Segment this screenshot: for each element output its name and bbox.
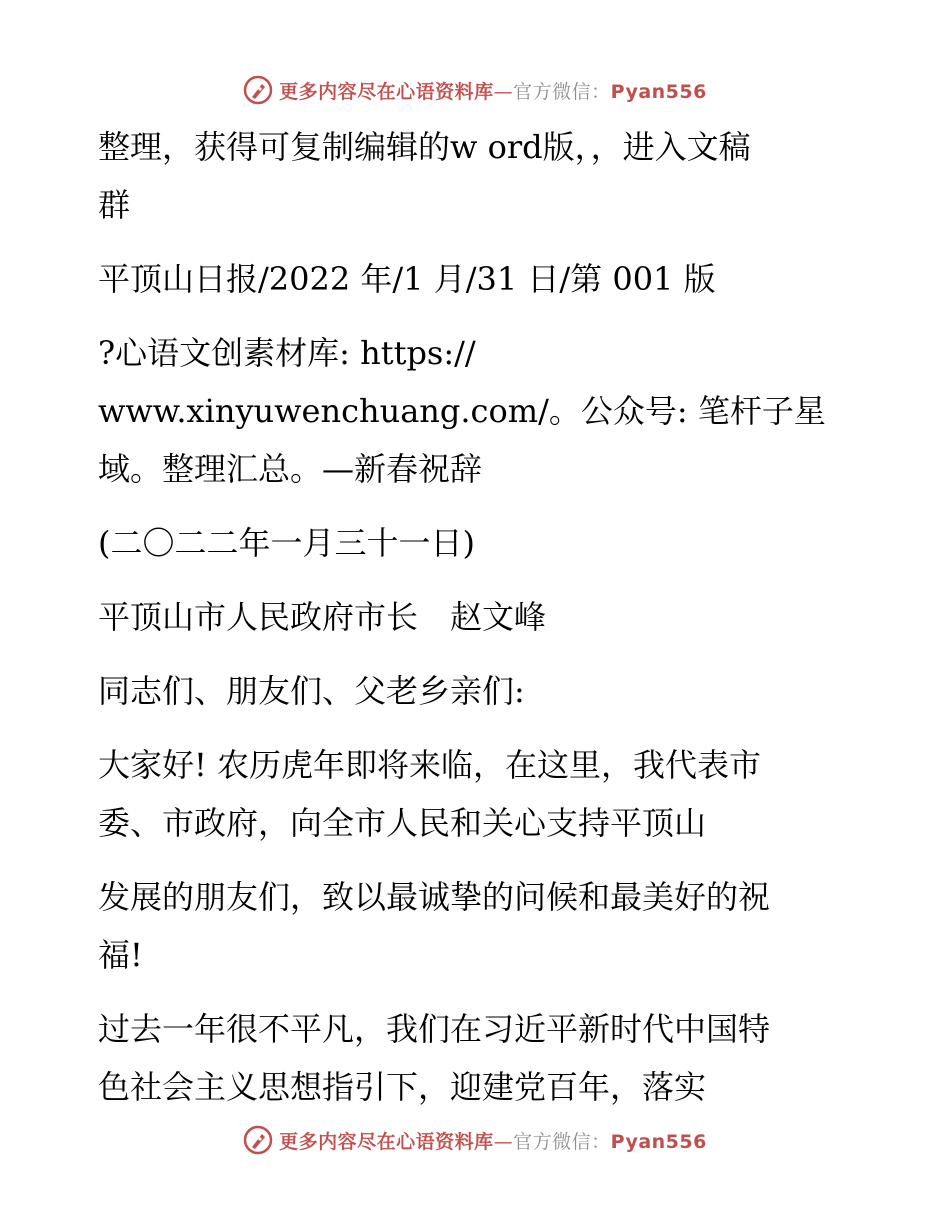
paragraph-review [98,1000,838,1116]
text-line: 整理，获得可复制编辑的w ord版，，进入文稿 [98,128,751,166]
text-line: 发展的朋友们，致以最诚挚的问候和最美好的祝 [98,878,771,916]
paragraph-salutation [98,662,838,720]
text-line: ?心语文创素材库: https:// [98,334,476,372]
watermark-dash: — [493,80,514,103]
text-line: 委、市政府，向全市人民和关心支持平顶山 [98,804,707,842]
text-line: 域。整理汇总。—新春祝辞 [98,450,483,488]
paragraph-library [98,324,838,498]
watermark-wechat-label: 官方微信： [513,80,611,103]
watermark-wechat-id: Pyan556 [610,80,707,103]
header-watermark [0,70,950,110]
text-line: (二〇二二年一月三十一日) [98,524,475,562]
document-body [98,118,838,1116]
text-line: 同志们、朋友们、父老乡亲们: [98,672,525,710]
watermark-text [279,77,707,104]
paragraph-greeting [98,736,838,852]
pen-nib-logo-icon [243,75,273,105]
text-line: 过去一年很不平凡，我们在习近平新时代中国特 [98,1010,771,1048]
watermark-wechat-label: 官方微信： [513,1130,611,1153]
text-line: 平顶山市人民政府市长 赵文峰 [98,598,547,636]
text-line: 平顶山日报/2022 年/1 月/31 日/第 001 版 [98,260,716,298]
text-line: 色社会主义思想指引下，迎建党百年，落实 [98,1068,707,1106]
paragraph-author [98,588,838,646]
watermark-brand: 更多内容尽在心语资料库 [279,1130,494,1153]
paragraph-date [98,514,838,572]
paragraph-intro [98,118,838,234]
footer-watermark [0,1120,950,1160]
watermark-text [279,1127,707,1154]
text-line: 福! [98,936,143,974]
paragraph-wishes [98,868,838,984]
watermark-dash: — [493,1130,514,1153]
watermark-wechat-id: Pyan556 [610,1130,707,1153]
text-line: 群 [98,186,131,224]
watermark-brand: 更多内容尽在心语资料库 [279,80,494,103]
paragraph-source [98,250,838,308]
text-line: 大家好! 农历虎年即将来临，在这里，我代表市 [98,746,762,784]
text-line: www.xinyuwenchuang.com/。公众号: 笔杆子星 [98,392,826,430]
pen-nib-logo-icon [243,1125,273,1155]
